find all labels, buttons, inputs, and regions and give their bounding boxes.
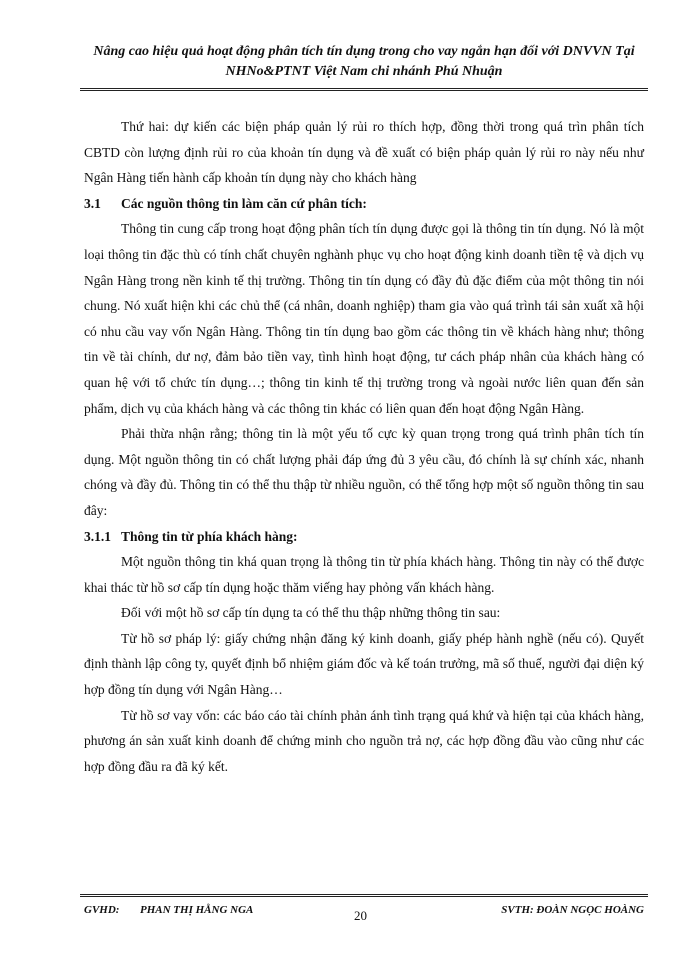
page-footer: [84, 900, 644, 924]
header-title-line-1: Nâng cao hiệu quả hoạt động phân tích tín dụng trong cho vay ngắn hạn đối với DNVVN Tại: [93, 44, 635, 59]
page-number: 20: [354, 908, 367, 923]
header-divider: [80, 88, 648, 91]
section-heading-3-1-1: [84, 524, 644, 550]
advisor-name: PHAN THỊ HẰNG NGA: [140, 904, 254, 916]
paragraph: Thứ hai: dự kiến các biện pháp quản lý rủi ro thích hợp, đồng thời trong quá trìn phân tích CBTD còn lượng định rủi ro của khoản tín dụng và đề xuất có biện pháp quản lý rủi ro này nếu như Ngân Hàng tiến hành cấp khoản tín dụng này cho khách hàng: [84, 119, 644, 186]
student-info: SVTH: ĐOÀN NGỌC HOÀNG: [501, 904, 644, 916]
section-title: Thông tin từ phía khách hàng:: [121, 528, 298, 544]
document-body: [84, 114, 644, 779]
paragraph: Thông tin cung cấp trong hoạt động phân tích tín dụng được gọi là thông tin tín dụng. Nó là một loại thông tin đặc thù có tính chất chuyên nghành phục vụ cho hoạt động kinh doanh tiền tệ và dịch vụ Ngân Hàng trong nền kinh tế thị trường. Thông tin tín dụng có đầy đủ đặc điểm của một thông tin nói chung. Nó xuất hiện khi các chủ thể (cá nhân, doanh nghiệp) tham gia vào quá trình tái sản xuất xã hội có nhu cầu vay vốn Ngân Hàng. Thông tin tín dụng bao gồm các thông tin về khách hàng như; thông tin về tài chính, dư nợ, đảm bảo tiền vay, tình hình hoạt động, tư cách pháp nhân của khách hàng có quan hệ với tổ chức tín dụng…; thông tin kinh tế thị trường trong và ngoài nước liên quan đến sản phẩm, dịch vụ của khách hàng và các thông tin khác có liên quan đến hoạt động Ngân Hàng.: [84, 221, 644, 416]
header-title-line-2: NHNo&PTNT Việt Nam chi nhánh Phú Nhuận: [225, 64, 503, 79]
section-title: Các nguồn thông tin làm căn cứ phân tích:: [121, 195, 367, 211]
paragraph: Phải thừa nhận rằng; thông tin là một yếu tố cực kỳ quan trọng trong quá trình phân tích tín dụng. Một nguồn thông tin có chất lượng phải đáp ứng đủ 3 yêu cầu, đó chính là sự chính xác, nhanh chóng và đầy đủ. Thông tin có thể thu thập từ nhiều nguồn, có thể tổng hợp một số nguồn thông tin sau đây:: [84, 426, 644, 518]
footer-divider: [80, 894, 648, 897]
section-heading-3-1: [84, 191, 644, 217]
section-number: 3.1.1: [84, 528, 111, 544]
page-header: [80, 42, 648, 82]
advisor-info: [84, 904, 253, 916]
paragraph: Từ hồ sơ vay vốn: các báo cáo tài chính phản ánh tình trạng quá khứ và hiện tại của khách hàng, phương án sản xuất kinh doanh để chứng minh cho nguồn trả nợ, các hợp đồng đầu vào cũng như các hợp đồng đầu ra đã ký kết.: [84, 707, 644, 774]
paragraph: Từ hồ sơ pháp lý: giấy chứng nhận đăng ký kinh doanh, giấy phép hành nghề (nếu có). Quyết định thành lập công ty, quyết định bổ nhiệm giám đốc và kế toán trưởng, mã số thuế, người đại diện ký hợp đồng tín dụng với Ngân Hàng…: [84, 630, 644, 698]
paragraph: Một nguồn thông tin khá quan trọng là thông tin từ phía khách hàng. Thông tin này có thể được khai thác từ hồ sơ cấp tín dụng hoặc thăm viếng hay phỏng vấn khách hàng.: [84, 554, 644, 595]
advisor-label: GVHD:: [84, 904, 120, 916]
paragraph: Đối với một hồ sơ cấp tín dụng ta có thể thu thập những thông tin sau:: [121, 605, 501, 621]
section-number: 3.1: [84, 195, 101, 211]
